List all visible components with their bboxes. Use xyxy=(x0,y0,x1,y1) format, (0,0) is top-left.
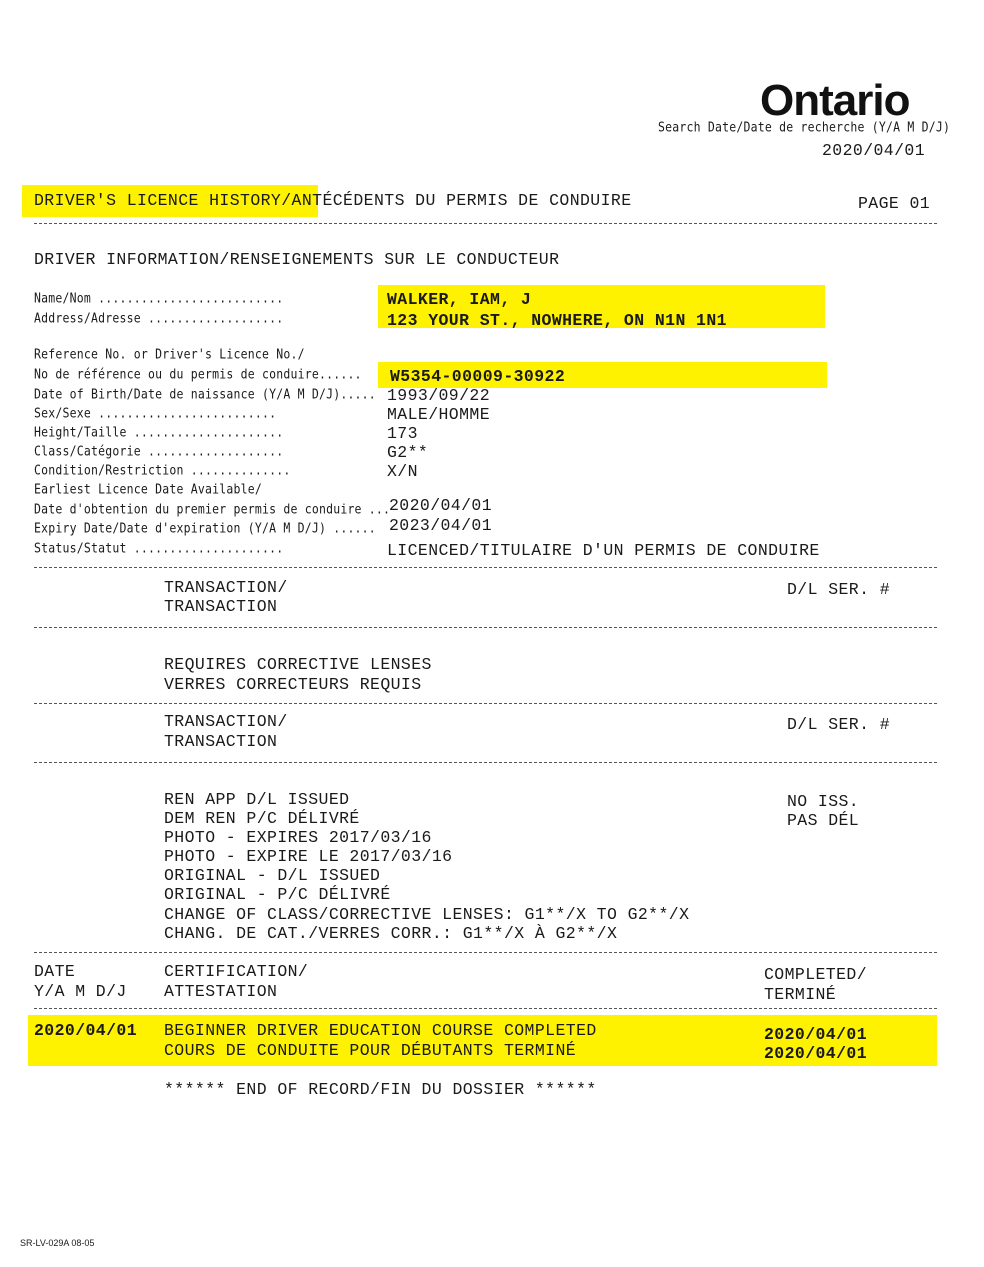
height-label: Height/Taille ..................... xyxy=(34,424,284,441)
divider xyxy=(34,567,937,568)
class-value: G2** xyxy=(387,443,429,462)
earliest-label-2: Date d'obtention du premier permis de conduire ... xyxy=(34,501,391,518)
transaction-line: VERRES CORRECTEURS REQUIS xyxy=(164,675,422,694)
search-date: 2020/04/01 xyxy=(822,141,926,160)
certification-date: 2020/04/01 xyxy=(34,1021,138,1040)
sex-label: Sex/Sexe ......................... xyxy=(34,405,277,422)
section-title: DRIVER INFORMATION/RENSEIGNEMENTS SUR LE CONDUCTEUR xyxy=(34,250,560,269)
status-value: LICENCED/TITULAIRE D'UN PERMIS DE CONDUIRE xyxy=(387,541,820,560)
title-rest: /ANTÉCÉDENTS DU PERMIS DE CONDUIRE xyxy=(281,191,632,210)
completed-head-1: COMPLETED/ xyxy=(764,965,868,984)
ref-label-2: No de référence ou du permis de conduire...... xyxy=(34,366,362,383)
certification-line: COURS DE CONDUITE POUR DÉBUTANTS TERMINÉ xyxy=(164,1041,577,1060)
licence-number: W5354-00009-30922 xyxy=(390,367,566,386)
class-label: Class/Catégorie ................... xyxy=(34,443,284,460)
form-code: SR-LV-029A 08-05 xyxy=(20,1238,95,1248)
earliest-value: 2020/04/01 xyxy=(389,496,493,515)
issue-status: NO ISS. xyxy=(787,792,860,811)
completed-date: 2020/04/01 xyxy=(764,1044,868,1063)
dob-label: Date of Birth/Date de naissance (Y/A M D/J)..... xyxy=(34,386,376,403)
certification-line: BEGINNER DRIVER EDUCATION COURSE COMPLETED xyxy=(164,1021,597,1040)
end-of-record: ****** END OF RECORD/FIN DU DOSSIER ****** xyxy=(164,1080,597,1099)
transaction-line: REN APP D/L ISSUED xyxy=(164,790,350,809)
transaction-line: CHANG. DE CAT./VERRES CORR.: G1**/X À G2**/X xyxy=(164,924,618,943)
transaction-head-1: TRANSACTION/ xyxy=(164,712,288,731)
transaction-line: ORIGINAL - D/L ISSUED xyxy=(164,866,381,885)
transaction-head-2: TRANSACTION xyxy=(164,732,278,751)
sex-value: MALE/HOMME xyxy=(387,405,491,424)
transaction-line: PHOTO - EXPIRE LE 2017/03/16 xyxy=(164,847,453,866)
divider xyxy=(34,1008,937,1009)
address-label: Address/Adresse ................... xyxy=(34,310,284,327)
divider xyxy=(34,223,937,224)
page-title xyxy=(34,191,632,210)
name-value: WALKER, IAM, J xyxy=(387,290,532,309)
transaction-line: CHANGE OF CLASS/CORRECTIVE LENSES: G1**/X TO G2**/X xyxy=(164,905,690,924)
transaction-head-1: TRANSACTION/ xyxy=(164,578,288,597)
completed-date: 2020/04/01 xyxy=(764,1025,868,1044)
transaction-line: DEM REN P/C DÉLIVRÉ xyxy=(164,809,360,828)
address-value: 123 YOUR ST., NOWHERE, ON N1N 1N1 xyxy=(387,311,727,330)
dl-ser-head: D/L SER. # xyxy=(787,580,891,599)
page-number: PAGE 01 xyxy=(858,194,931,213)
divider xyxy=(34,627,937,628)
search-date-label: Search Date/Date de recherche (Y/A M D/J) xyxy=(658,119,951,136)
status-label: Status/Statut ..................... xyxy=(34,540,284,557)
height-value: 173 xyxy=(387,424,418,443)
cert-head-1: CERTIFICATION/ xyxy=(164,962,309,981)
dob-value: 1993/09/22 xyxy=(387,386,491,405)
date-head-2: Y/A M D/J xyxy=(34,982,127,1001)
earliest-label-1: Earliest Licence Date Available/ xyxy=(34,481,262,498)
cert-head-2: ATTESTATION xyxy=(164,982,278,1001)
transaction-line: ORIGINAL - P/C DÉLIVRÉ xyxy=(164,885,391,904)
condition-label: Condition/Restriction .............. xyxy=(34,462,291,479)
ref-label-1: Reference No. or Driver's Licence No./ xyxy=(34,346,305,363)
completed-head-2: TERMINÉ xyxy=(764,985,837,1004)
ontario-logo: Ontario xyxy=(760,76,910,125)
title-highlighted: DRIVER'S LICENCE HISTORY xyxy=(34,191,282,210)
divider xyxy=(34,703,937,704)
divider xyxy=(34,952,937,953)
date-head-1: DATE xyxy=(34,962,76,981)
condition-value: X/N xyxy=(387,462,418,481)
dl-ser-head: D/L SER. # xyxy=(787,715,891,734)
expiry-value: 2023/04/01 xyxy=(389,516,493,535)
transaction-head-2: TRANSACTION xyxy=(164,597,278,616)
issue-status: PAS DÉL xyxy=(787,811,860,830)
transaction-line: PHOTO - EXPIRES 2017/03/16 xyxy=(164,828,432,847)
divider xyxy=(34,762,937,763)
expiry-label: Expiry Date/Date d'expiration (Y/A M D/J) ...... xyxy=(34,520,376,537)
transaction-line: REQUIRES CORRECTIVE LENSES xyxy=(164,655,432,674)
name-label: Name/Nom .......................... xyxy=(34,290,284,307)
